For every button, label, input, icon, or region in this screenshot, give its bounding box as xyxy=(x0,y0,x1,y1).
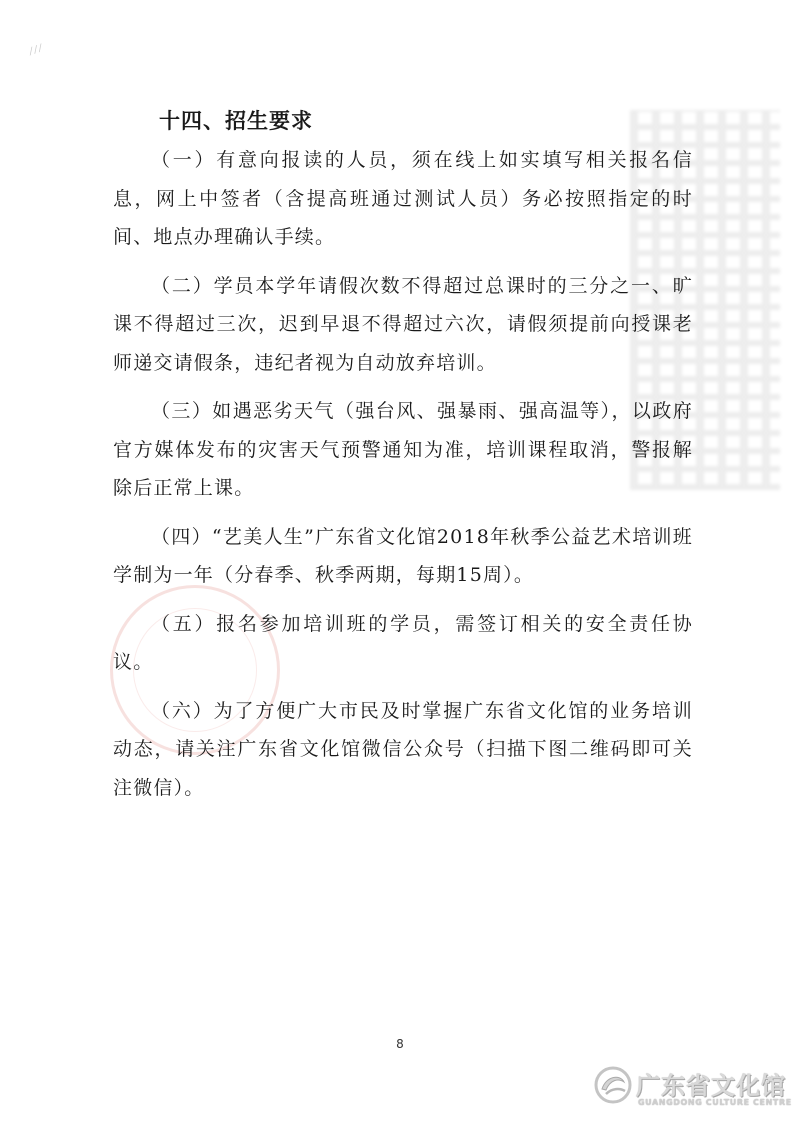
paragraph-2: （二）学员本学年请假次数不得超过总课时的三分之一、旷课不得超过三次，迟到早退不得超过六次，请假须提前向授课老师递交请假条，违纪者视为自动放弃培训。 xyxy=(113,274,693,374)
paragraph-5: （五）报名参加培训班的学员，需签订相关的安全责任协议。 xyxy=(113,612,693,673)
page-number: 8 xyxy=(396,1037,404,1051)
paragraph-4: （四）“艺美人生”广东省文化馆2018年秋季公益艺术培训班学制为一年（分春季、秋季两期，每期15周）。 xyxy=(113,525,693,586)
culture-centre-logo-icon xyxy=(592,1064,634,1106)
document-body xyxy=(113,103,693,817)
paragraph-6: （六）为了方便广大市民及时掌握广东省文化馆的业务培训动态，请关注广东省文化馆微信公众号（扫描下图二维码即可关注微信）。 xyxy=(113,699,693,799)
watermark-logo xyxy=(592,1060,792,1120)
logo-name-en: GUANGDONG CULTURE CENTRE xyxy=(638,1098,792,1107)
section-heading: 十四、招生要求 xyxy=(159,109,313,133)
scan-artifact: ⁄ ⁄ ⁄ xyxy=(28,43,44,58)
logo-name-cn: 广东省文化馆 xyxy=(636,1072,786,1100)
paragraph-3: （三）如遇恶劣天气（强台风、强暴雨、强高温等），以政府官方媒体发布的灾害天气预警通知为准，培训课程取消，警报解除后正常上课。 xyxy=(113,400,693,499)
paragraph-1: （一）有意向报读的人员，须在线上如实填写相关报名信息，网上中签者（含提高班通过测试人员）务必按照指定的时间、地点办理确认手续。 xyxy=(113,149,693,248)
